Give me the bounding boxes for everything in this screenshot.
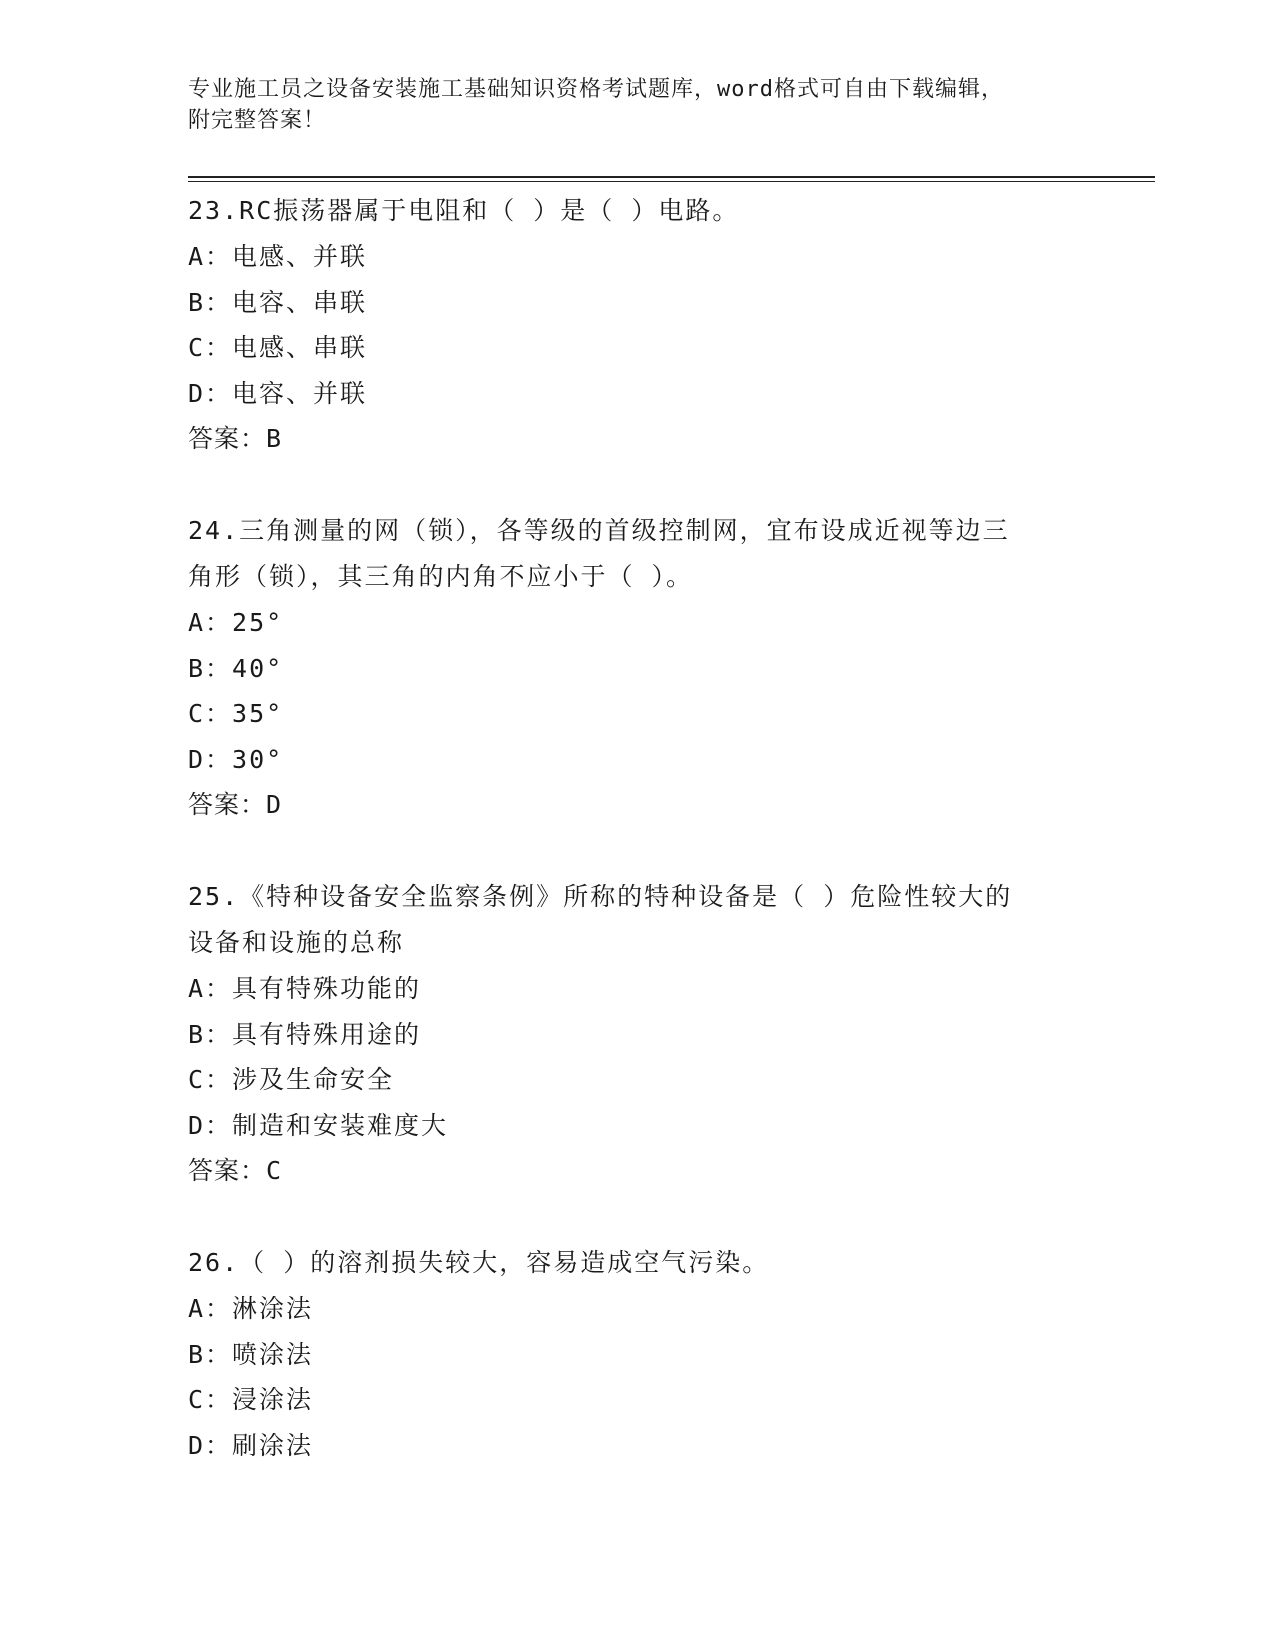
question-26 <box>188 1240 1088 1468</box>
header-divider-thin <box>188 181 1155 182</box>
option-b: B：喷涂法 <box>188 1339 314 1369</box>
option-d: D：制造和安装难度大 <box>188 1110 449 1140</box>
option-c: C：35° <box>188 699 284 728</box>
option-a: A：电感、并联 <box>188 242 368 271</box>
option-d: D：电容、并联 <box>188 378 368 408</box>
answer-value: C <box>266 1156 283 1185</box>
option-a: A：具有特殊功能的 <box>188 974 422 1003</box>
question-stem: 26.（ ）的溶剂损失较大，容易造成空气污染。 <box>188 1248 770 1277</box>
question-24 <box>188 508 1088 828</box>
document-header <box>188 74 1088 136</box>
header-line-1: 专业施工员之设备安装施工基础知识资格考试题库，word格式可自由下载编辑， <box>188 77 1004 102</box>
question-stem-line-2: 角形（锁），其三角的内角不应小于（ ）。 <box>188 562 694 591</box>
answer-value: B <box>266 424 283 453</box>
option-c: C：电感、串联 <box>188 333 368 362</box>
question-23 <box>188 188 1088 462</box>
option-a: A：淋涂法 <box>188 1294 314 1323</box>
option-d: D：刷涂法 <box>188 1430 314 1460</box>
option-a: A：25° <box>188 608 284 637</box>
header-divider-thick <box>188 176 1155 178</box>
option-b: B：40° <box>188 653 284 683</box>
option-b: B：具有特殊用途的 <box>188 1019 422 1049</box>
option-c: C：涉及生命安全 <box>188 1065 395 1094</box>
question-spacer <box>188 828 1088 874</box>
answer-label: 答案： <box>188 424 267 453</box>
answer-value: D <box>266 790 283 819</box>
question-list <box>188 188 1088 1468</box>
answer-line <box>188 1148 1088 1194</box>
question-spacer <box>188 1194 1088 1240</box>
answer-label: 答案： <box>188 1156 267 1185</box>
question-stem-line-1: 24.三角测量的网（锁），各等级的首级控制网，宜布设成近视等边三 <box>188 516 1010 545</box>
option-b: B：电容、串联 <box>188 287 368 317</box>
question-25 <box>188 874 1088 1194</box>
header-line-2: 附完整答案！ <box>188 108 327 133</box>
answer-line <box>188 782 1088 828</box>
answer-line <box>188 416 1088 462</box>
question-stem-line-1: 25.《特种设备安全监察条例》所称的特种设备是（ ）危险性较大的 <box>188 882 1013 911</box>
question-stem-line-2: 设备和设施的总称 <box>188 928 405 957</box>
answer-label: 答案： <box>188 790 267 819</box>
question-stem: 23.RC振荡器属于电阻和（ ）是（ ）电路。 <box>188 196 740 225</box>
option-d: D：30° <box>188 744 284 774</box>
question-spacer <box>188 462 1088 508</box>
option-c: C：浸涂法 <box>188 1385 314 1414</box>
